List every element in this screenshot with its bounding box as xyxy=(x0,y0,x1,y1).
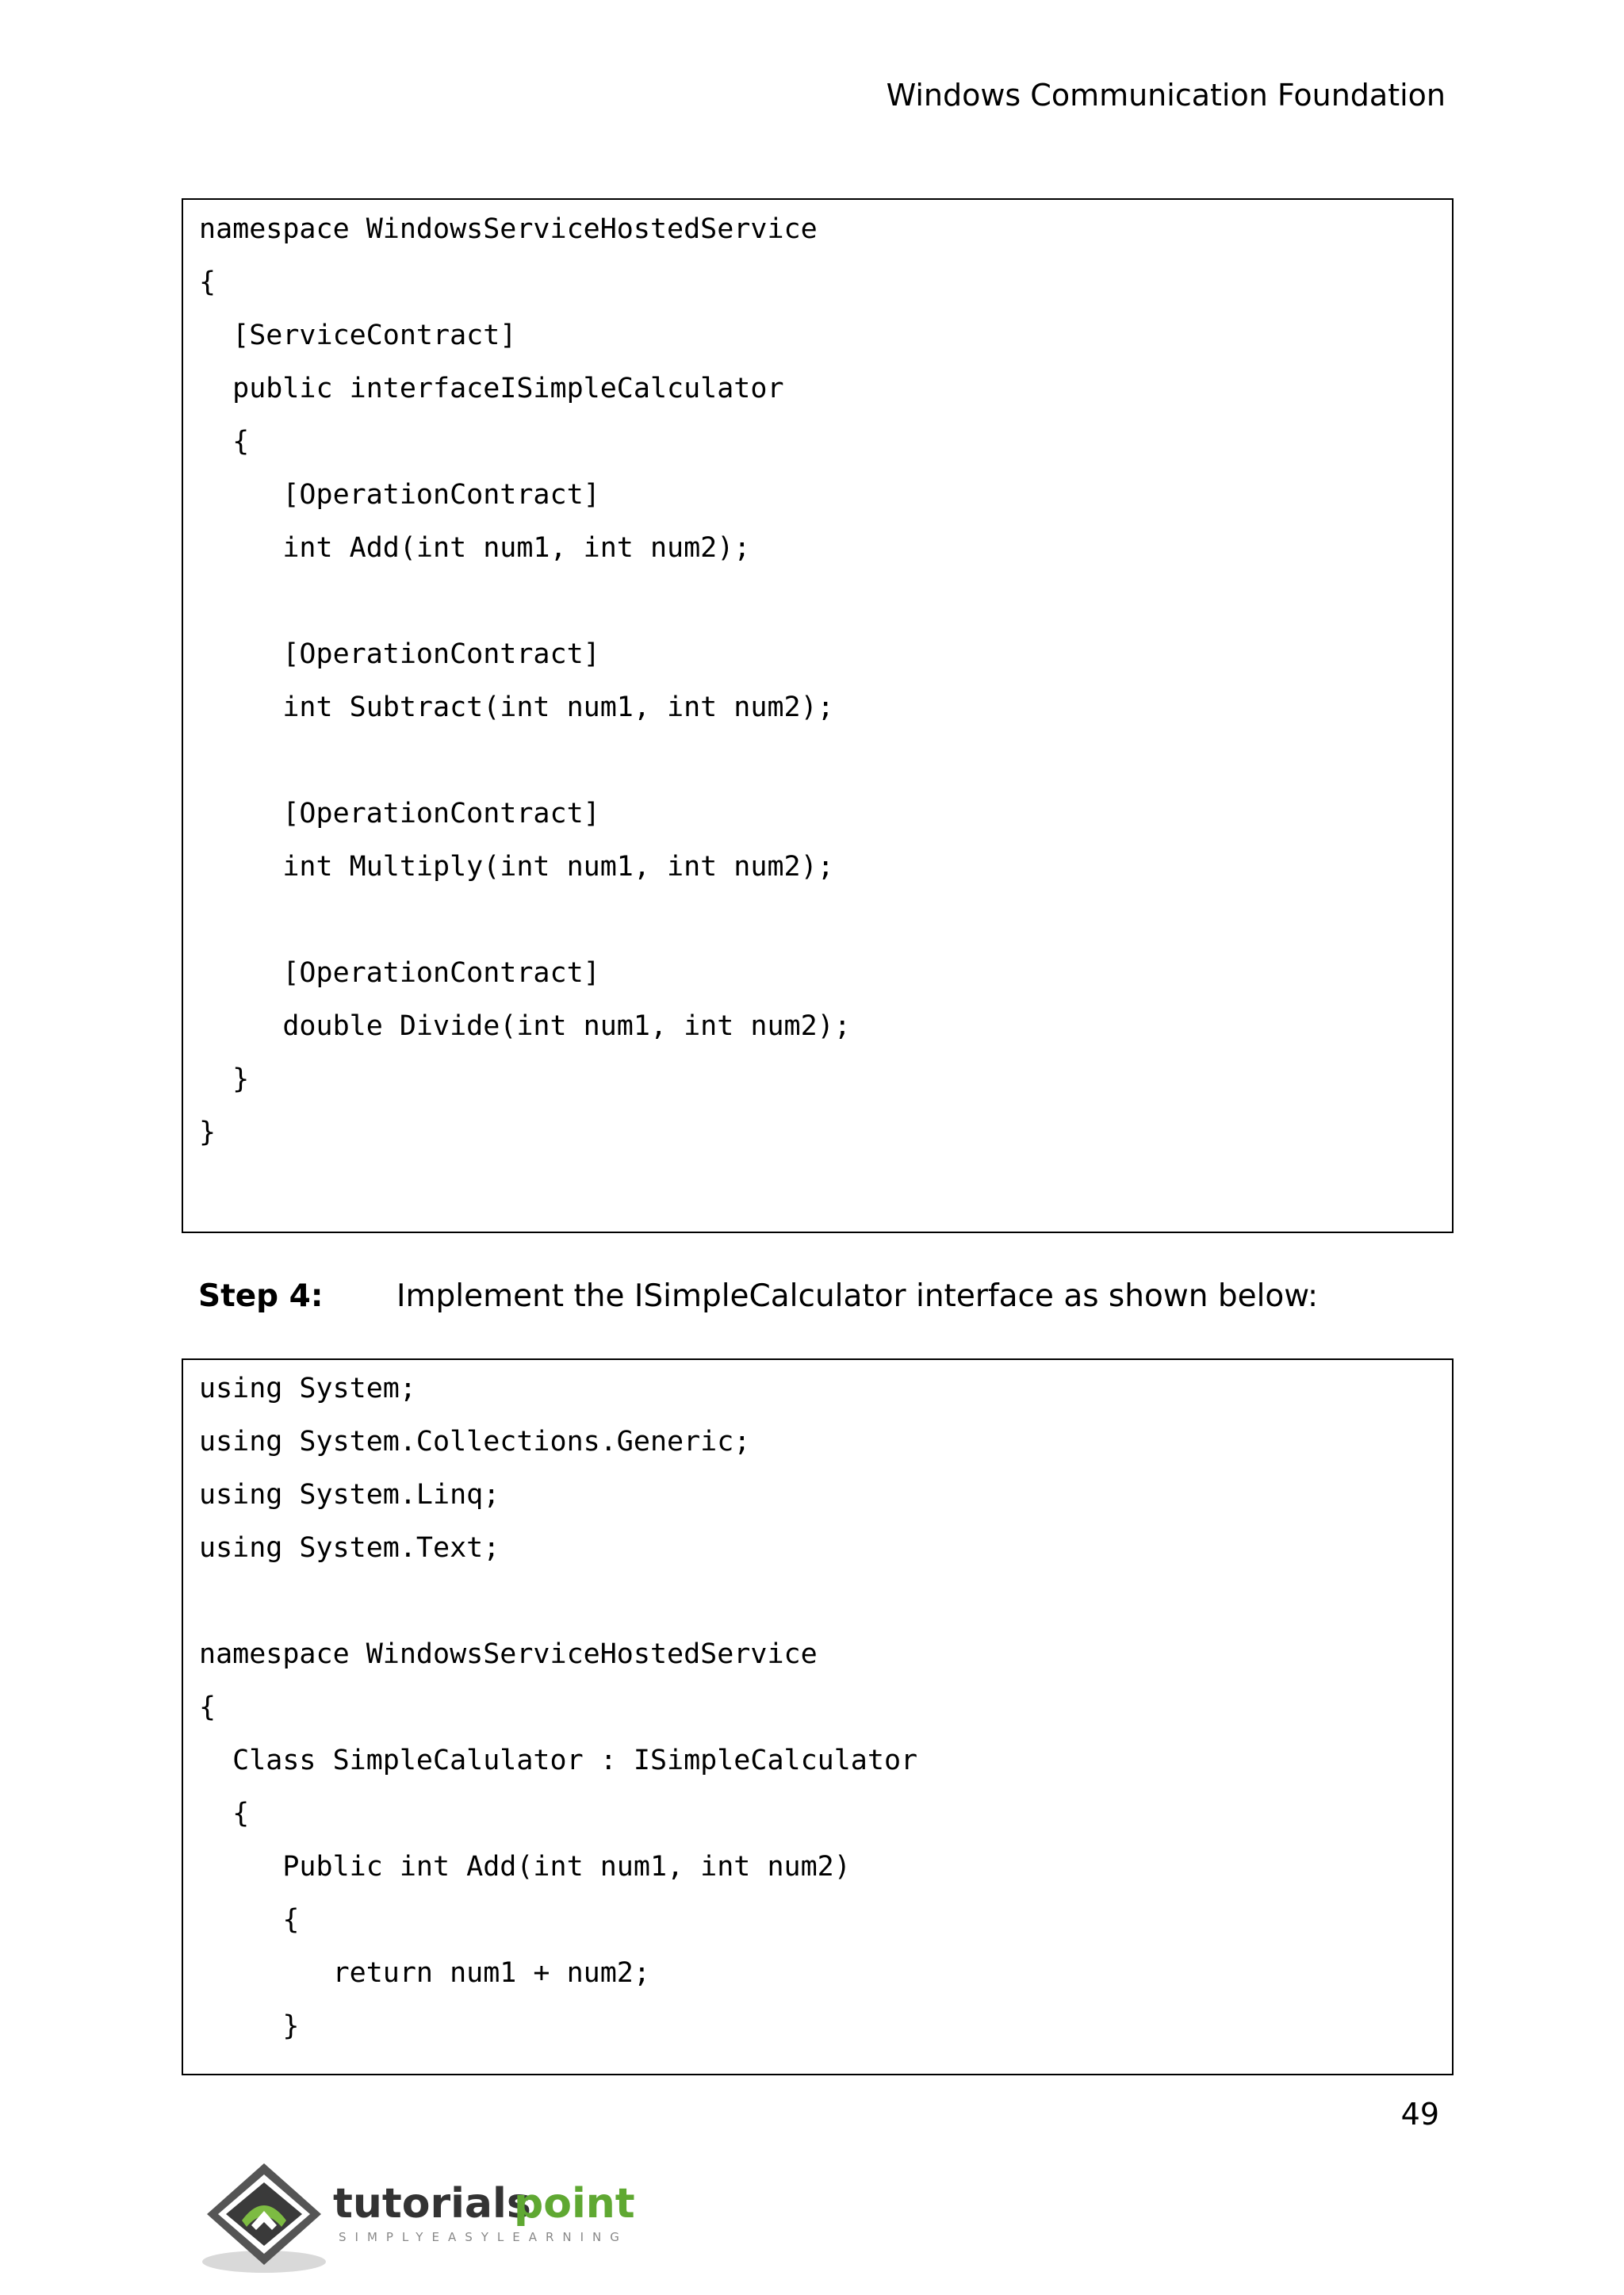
code-block-interface xyxy=(182,198,1454,1233)
step-label xyxy=(198,1278,323,1314)
code-line: { xyxy=(199,426,250,458)
code-line: { xyxy=(199,1798,250,1829)
code-line: namespace WindowsServiceHostedService xyxy=(199,1638,818,1670)
running-header: Windows Communication Foundation xyxy=(886,78,1446,113)
code-line: [OperationContract] xyxy=(199,638,600,670)
logo-graphic xyxy=(202,2159,646,2285)
code-line: Class SimpleCalulator : ISimpleCalculator xyxy=(199,1745,918,1776)
tutorialspoint-logo xyxy=(202,2159,646,2285)
svg-text:point: point xyxy=(514,2180,635,2228)
code-line: } xyxy=(199,1117,216,1148)
code-line: public interfaceISimpleCalculator xyxy=(199,373,784,404)
code-line: [OperationContract] xyxy=(199,479,600,511)
step-number: Step 4: xyxy=(198,1278,324,1314)
code-line: using System.Linq; xyxy=(199,1479,500,1511)
code-line: return num1 + num2; xyxy=(199,1957,650,1989)
svg-text:tutorials: tutorials xyxy=(333,2180,531,2228)
code-line: using System; xyxy=(199,1373,416,1404)
step-instruction: Implement the ISimpleCalculator interface as shown below: xyxy=(396,1278,1319,1314)
code-block-implementation xyxy=(182,1358,1454,2075)
page-number: 49 xyxy=(1400,2097,1439,2132)
code-line: using System.Collections.Generic; xyxy=(199,1426,751,1458)
code-line: [OperationContract] xyxy=(199,798,600,829)
code-line: { xyxy=(199,1904,300,1936)
svg-text:SIMPLYEASYLEARNING: SIMPLYEASYLEARNING xyxy=(339,2230,628,2244)
code-line: } xyxy=(199,2010,300,2042)
code-line: [OperationContract] xyxy=(199,957,600,989)
code-line: int Multiply(int num1, int num2); xyxy=(199,851,834,883)
code-line: Public int Add(int num1, int num2) xyxy=(199,1851,851,1883)
code-line: } xyxy=(199,1063,250,1095)
code-line: int Subtract(int num1, int num2); xyxy=(199,692,834,723)
code-line: { xyxy=(199,266,216,298)
code-line: [ServiceContract] xyxy=(199,320,517,351)
code-line: using System.Text; xyxy=(199,1532,500,1564)
code-line: double Divide(int num1, int num2); xyxy=(199,1010,851,1042)
code-line: int Add(int num1, int num2); xyxy=(199,532,751,564)
code-line: { xyxy=(199,1692,216,1723)
code-line: namespace WindowsServiceHostedService xyxy=(199,213,818,245)
